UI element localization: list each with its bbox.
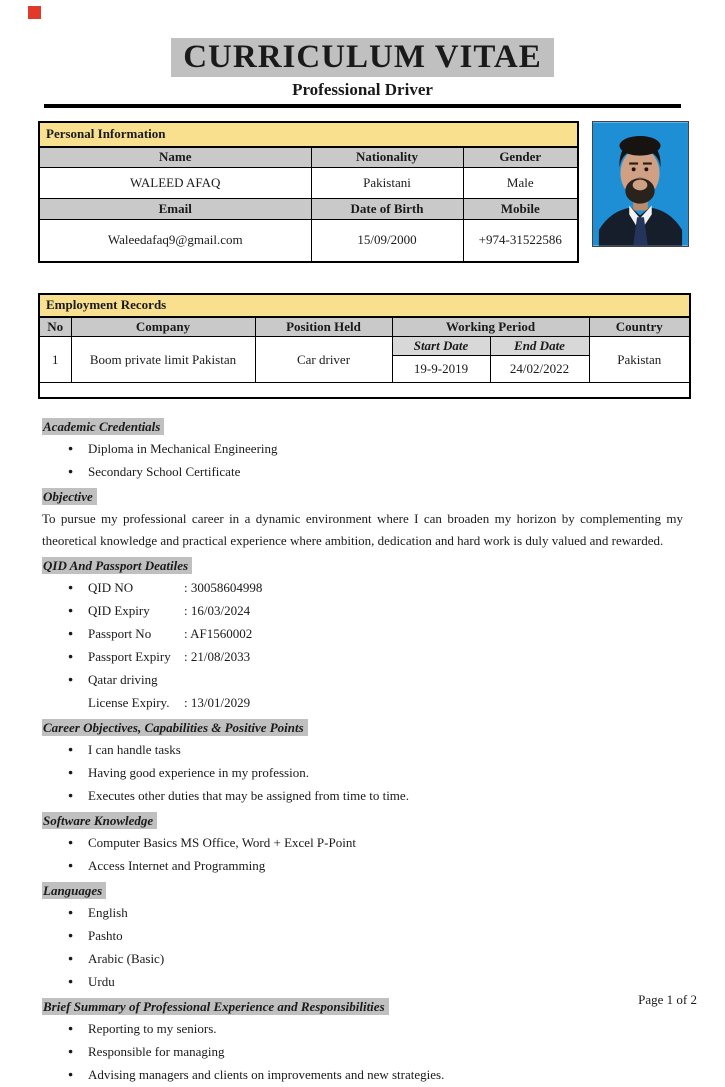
- list-item: [42, 832, 683, 855]
- section-list: [42, 832, 683, 878]
- item-value: : 16/03/2024: [184, 602, 251, 618]
- bullet-icon: [68, 623, 88, 646]
- col-start-date: Start Date: [392, 337, 490, 356]
- bullet-icon: [68, 577, 88, 600]
- section-list: [42, 902, 683, 994]
- section: [42, 878, 683, 994]
- mobile-value: +974-31522586: [463, 220, 578, 262]
- item-text: I can handle tasks: [88, 741, 181, 757]
- cell-company: Boom private limit Pakistan: [71, 337, 255, 383]
- bullet-icon: [68, 739, 88, 762]
- bullet-icon: [68, 669, 88, 692]
- section-list: [42, 1018, 683, 1087]
- item-value: : 30058604998: [184, 579, 263, 595]
- list-item: [42, 785, 683, 808]
- section-paragraph: To pursue my professional career in a dynamic environment where I can broaden my horizon by complementing my theoretical knowledge and practical experience where ambition, dedication and hard work is duly valued and rewarded.: [42, 510, 683, 548]
- list-item: [42, 577, 683, 600]
- list-item: [42, 438, 683, 461]
- list-item: [42, 971, 683, 994]
- title-divider: [44, 104, 681, 108]
- list-item: [42, 623, 683, 646]
- list-item: [42, 925, 683, 948]
- employment-table: [38, 293, 691, 399]
- item-label: Qatar driving: [88, 671, 158, 687]
- email-header: Email: [39, 199, 311, 220]
- item-text: Urdu: [88, 973, 115, 989]
- col-company: Company: [71, 317, 255, 337]
- gender-value: Male: [463, 168, 578, 199]
- bullet-icon: [68, 762, 88, 785]
- bullet-icon: [68, 438, 88, 461]
- section: [42, 808, 683, 878]
- personal-info-header: Personal Information: [39, 122, 578, 147]
- section-title: Languages: [42, 882, 106, 899]
- item-value: : 21/08/2033: [184, 648, 251, 664]
- personal-info-table: [38, 121, 579, 263]
- name-value: WALEED AFAQ: [39, 168, 311, 199]
- item-label: License Expiry.: [88, 694, 170, 710]
- gender-header: Gender: [463, 147, 578, 168]
- section-list: [42, 438, 683, 484]
- list-item: [42, 855, 683, 878]
- col-no: No: [39, 317, 71, 337]
- item-text: Reporting to my seniors.: [88, 1020, 217, 1036]
- bullet-icon: [68, 948, 88, 971]
- list-item: [42, 948, 683, 971]
- section-title: QID And Passport Deatiles: [42, 557, 192, 574]
- bullet-icon: [68, 692, 88, 715]
- sections: [42, 414, 683, 1087]
- item-value: : AF1560002: [184, 625, 253, 641]
- section: [42, 484, 683, 552]
- list-item: [42, 762, 683, 785]
- list-item: [42, 1041, 683, 1064]
- nationality-header: Nationality: [311, 147, 463, 168]
- col-working-period: Working Period: [392, 317, 589, 337]
- cell-country: Pakistan: [589, 337, 690, 383]
- list-item: [42, 461, 683, 484]
- section-title: Academic Credentials: [42, 418, 164, 435]
- footer-page-number: Page 1 of 2: [638, 992, 697, 1007]
- personal-info-block: [38, 121, 689, 263]
- item-label: Passport Expiry: [88, 648, 171, 664]
- profile-photo-illustration: [593, 122, 688, 246]
- item-text: English: [88, 904, 128, 920]
- cell-no: 1: [39, 337, 71, 383]
- item-text: Pashto: [88, 927, 123, 943]
- bullet-icon: [68, 855, 88, 878]
- mobile-header: Mobile: [463, 199, 578, 220]
- list-item: [42, 1018, 683, 1041]
- bullet-icon: [68, 1041, 88, 1064]
- email-value: Waleedafaq9@gmail.com: [39, 220, 311, 262]
- item-text: Having good experience in my profession.: [88, 764, 309, 780]
- item-label: QID NO: [88, 579, 134, 595]
- bullet-icon: [68, 600, 88, 623]
- col-end-date: End Date: [490, 337, 589, 356]
- nationality-value: Pakistani: [311, 168, 463, 199]
- bullet-icon: [68, 1064, 88, 1087]
- cell-end-date: 24/02/2022: [490, 356, 589, 383]
- dob-header: Date of Birth: [311, 199, 463, 220]
- bullet-icon: [68, 925, 88, 948]
- list-item: [42, 1064, 683, 1087]
- list-item: [42, 669, 683, 692]
- list-item: [42, 692, 683, 715]
- employment-empty-row: [39, 383, 690, 398]
- list-item: [42, 646, 683, 669]
- item-text: Diploma in Mechanical Engineering: [88, 440, 278, 456]
- dob-value: 15/09/2000: [311, 220, 463, 262]
- page-header: [0, 0, 725, 108]
- section: [42, 715, 683, 808]
- cell-start-date: 19-9-2019: [392, 356, 490, 383]
- col-country: Country: [589, 317, 690, 337]
- list-item: [42, 902, 683, 925]
- item-label: QID Expiry: [88, 602, 150, 618]
- item-text: Advising managers and clients on improvements and new strategies.: [88, 1066, 445, 1082]
- section-list: [42, 739, 683, 808]
- bullet-icon: [68, 461, 88, 484]
- item-text: Arabic (Basic): [88, 950, 165, 966]
- section-title: Brief Summary of Professional Experience and Responsibilities: [42, 998, 389, 1015]
- section-title: Objective: [42, 488, 97, 505]
- bullet-icon: [68, 971, 88, 994]
- page-subtitle: Professional Driver: [292, 80, 433, 99]
- bullet-icon: [68, 785, 88, 808]
- bullet-icon: [68, 1018, 88, 1041]
- section-title: Software Knowledge: [42, 812, 157, 829]
- section: [42, 994, 683, 1087]
- profile-photo: [592, 121, 689, 247]
- name-header: Name: [39, 147, 311, 168]
- list-item: [42, 739, 683, 762]
- section: [42, 553, 683, 715]
- bullet-icon: [68, 832, 88, 855]
- col-position: Position Held: [255, 317, 392, 337]
- list-item: [42, 600, 683, 623]
- cell-position: Car driver: [255, 337, 392, 383]
- item-text: Executes other duties that may be assigned from time to time.: [88, 787, 409, 803]
- bullet-icon: [68, 902, 88, 925]
- employment-row: [39, 337, 690, 356]
- page-title: CURRICULUM VITAE: [171, 38, 554, 77]
- bullet-icon: [68, 646, 88, 669]
- employment-header: Employment Records: [39, 294, 690, 317]
- red-marker: [28, 6, 41, 19]
- section-title: Career Objectives, Capabilities & Positive Points: [42, 719, 308, 736]
- section-list: [42, 577, 683, 715]
- item-label: Passport No: [88, 625, 152, 641]
- section: [42, 414, 683, 484]
- item-text: Access Internet and Programming: [88, 857, 266, 873]
- item-text: Computer Basics MS Office, Word + Excel P-Point: [88, 834, 356, 850]
- item-text: Responsible for managing: [88, 1043, 225, 1059]
- item-text: Secondary School Certificate: [88, 463, 241, 479]
- item-value: : 13/01/2029: [184, 694, 251, 710]
